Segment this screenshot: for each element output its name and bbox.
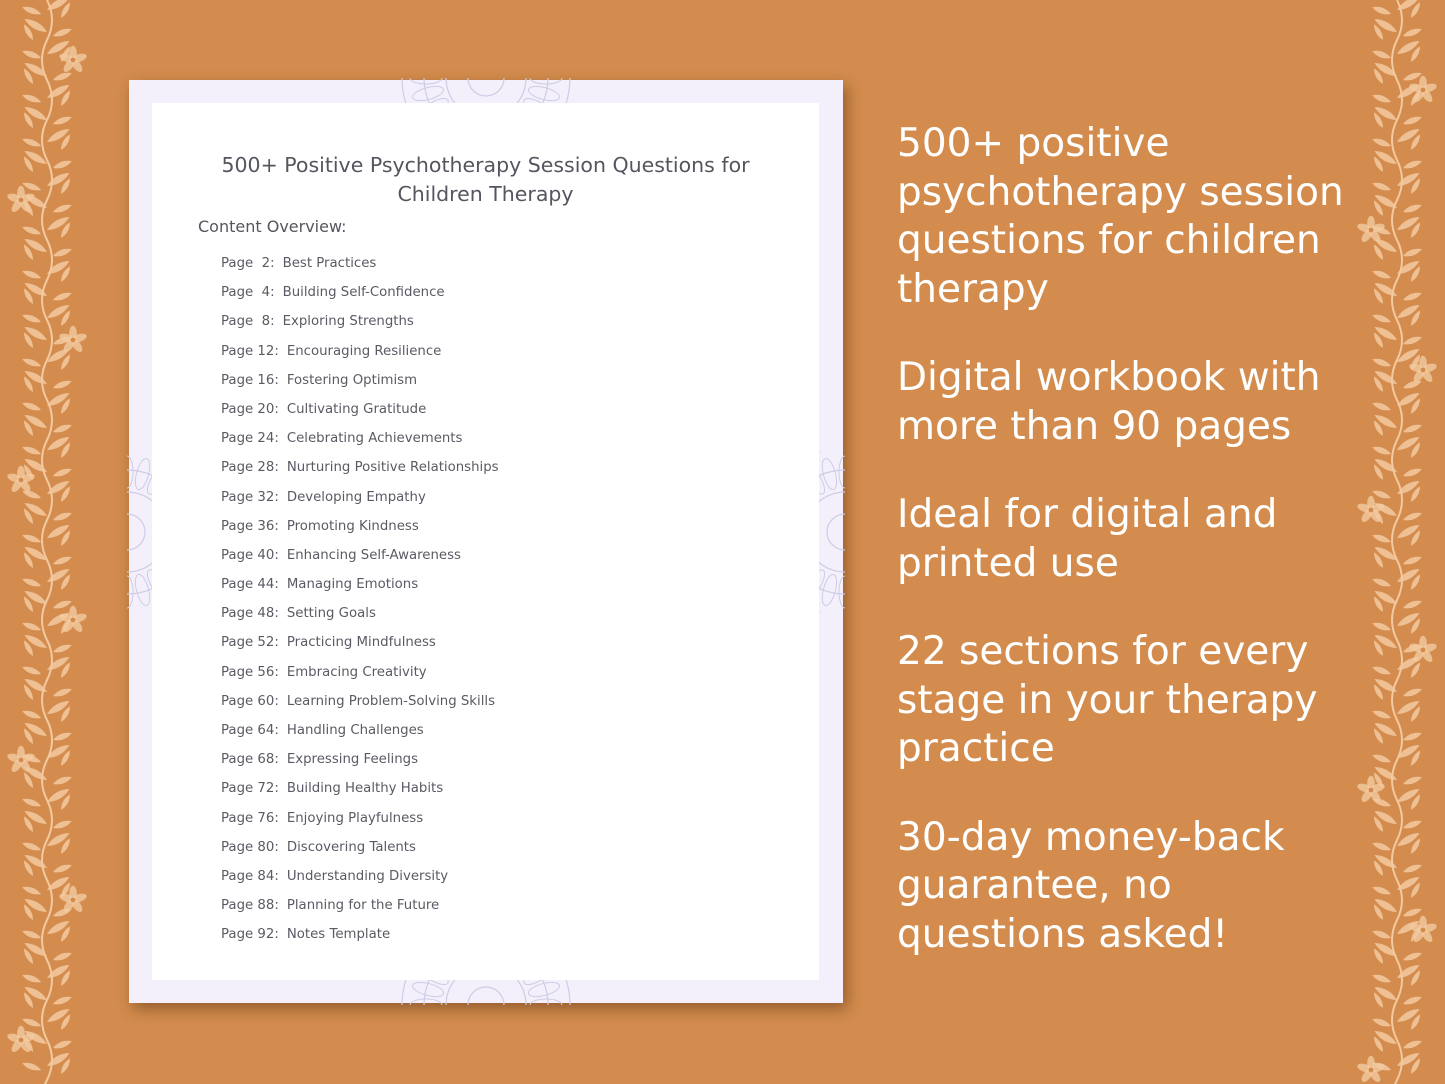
toc-page-number: Page 56: — [221, 664, 279, 680]
feature-text: Ideal for digital and printed use — [897, 492, 1278, 586]
toc-entry — [221, 518, 499, 547]
toc-topic: Embracing Creativity — [286, 664, 427, 680]
mandala-ornament-top — [380, 78, 592, 104]
toc-page-number: Page 88: — [221, 898, 279, 914]
toc-entry — [221, 576, 499, 605]
toc-entry — [221, 722, 499, 751]
toc-page-number: Page 32: — [221, 489, 279, 505]
toc-topic: Cultivating Gratitude — [286, 401, 427, 417]
toc-page-number: Page 20: — [221, 401, 279, 417]
toc-page-number: Page 84: — [221, 868, 279, 884]
feature-text: Digital workbook with more than 90 pages — [897, 355, 1321, 449]
toc-entry — [221, 810, 499, 839]
toc-page-number: Page 16: — [221, 372, 279, 388]
toc-topic: Enjoying Playfulness — [286, 810, 424, 826]
toc-entry — [221, 255, 499, 284]
toc-entry — [221, 926, 499, 955]
toc-entry — [221, 313, 499, 342]
toc-topic: Learning Problem-Solving Skills — [286, 693, 496, 709]
toc-topic: Notes Template — [286, 927, 391, 943]
toc-topic: Building Healthy Habits — [286, 781, 444, 797]
toc-topic: Setting Goals — [286, 606, 376, 622]
feature-list — [897, 120, 1367, 959]
toc-topic: Managing Emotions — [286, 577, 419, 593]
toc-page-number: Page 28: — [221, 460, 279, 476]
toc-page-number: Page 80: — [221, 839, 279, 855]
toc-topic: Enhancing Self-Awareness — [286, 547, 461, 563]
toc-page-number: Page 60: — [221, 693, 279, 709]
toc-topic: Exploring Strengths — [282, 314, 414, 330]
toc-entry — [221, 634, 499, 663]
toc-page-number: Page 24: — [221, 431, 279, 447]
toc-page-number: Page 44: — [221, 577, 279, 593]
feature-text: 30-day money-back guarantee, no questions asked! — [897, 814, 1285, 957]
toc-entry — [221, 868, 499, 897]
toc-topic: Nurturing Positive Relationships — [286, 460, 499, 476]
toc-topic: Developing Empathy — [286, 489, 426, 505]
workbook-page-preview — [129, 80, 843, 1003]
mandala-ornament-right — [819, 452, 845, 612]
mandala-ornament-left — [127, 452, 153, 612]
toc-page-number: Page 36: — [221, 518, 279, 534]
toc-entry — [221, 401, 499, 430]
toc-topic: Practicing Mindfulness — [286, 635, 436, 651]
toc-topic: Handling Challenges — [286, 723, 424, 738]
toc-entry — [221, 343, 499, 372]
table-of-contents — [221, 255, 499, 956]
toc-topic: Understanding Diversity — [286, 868, 449, 884]
toc-page-number: Page 8: — [221, 314, 275, 330]
toc-page-number: Page 4: — [221, 285, 275, 301]
toc-entry — [221, 284, 499, 313]
toc-page-number: Page 68: — [221, 752, 279, 768]
document-title: 500+ Positive Psychotherapy Session Questions for Children Therapy — [221, 152, 750, 206]
toc-page-number: Page 48: — [221, 606, 279, 622]
toc-topic: Discovering Talents — [286, 839, 416, 855]
left-floral-border — [0, 0, 95, 1084]
toc-topic: Expressing Feelings — [286, 752, 419, 768]
toc-entry — [221, 372, 499, 401]
toc-entry — [221, 605, 499, 634]
toc-topic: Promoting Kindness — [286, 518, 419, 534]
toc-entry — [221, 547, 499, 576]
page-content — [152, 103, 819, 980]
toc-topic: Building Self-Confidence — [282, 285, 445, 301]
mandala-ornament-bottom — [380, 979, 592, 1005]
toc-page-number: Page 2: — [221, 256, 275, 271]
feature-text: 22 sections for every stage in your therapy practice — [897, 629, 1318, 771]
toc-entry — [221, 780, 499, 809]
toc-page-number: Page 12: — [221, 343, 279, 359]
toc-page-number: Page 64: — [221, 723, 279, 738]
toc-entry — [221, 430, 499, 459]
toc-topic: Celebrating Achievements — [286, 431, 463, 447]
toc-entry — [221, 459, 499, 488]
toc-page-number: Page 40: — [221, 547, 279, 563]
toc-entry — [221, 664, 499, 693]
toc-page-number: Page 72: — [221, 781, 279, 797]
toc-topic: Encouraging Resilience — [286, 343, 442, 359]
toc-topic: Fostering Optimism — [286, 372, 418, 388]
feature-text: 500+ positive psychotherapy session questions for children therapy — [897, 121, 1344, 312]
toc-page-number: Page 76: — [221, 810, 279, 826]
toc-entry — [221, 839, 499, 868]
toc-entry — [221, 751, 499, 780]
toc-entry — [221, 897, 499, 926]
content-overview-label: Content Overview: — [198, 217, 347, 236]
toc-page-number: Page 52: — [221, 635, 279, 651]
toc-entry — [221, 489, 499, 518]
toc-entry — [221, 693, 499, 722]
toc-topic: Best Practices — [282, 256, 377, 271]
toc-topic: Planning for the Future — [286, 898, 440, 914]
toc-page-number: Page 92: — [221, 927, 279, 943]
